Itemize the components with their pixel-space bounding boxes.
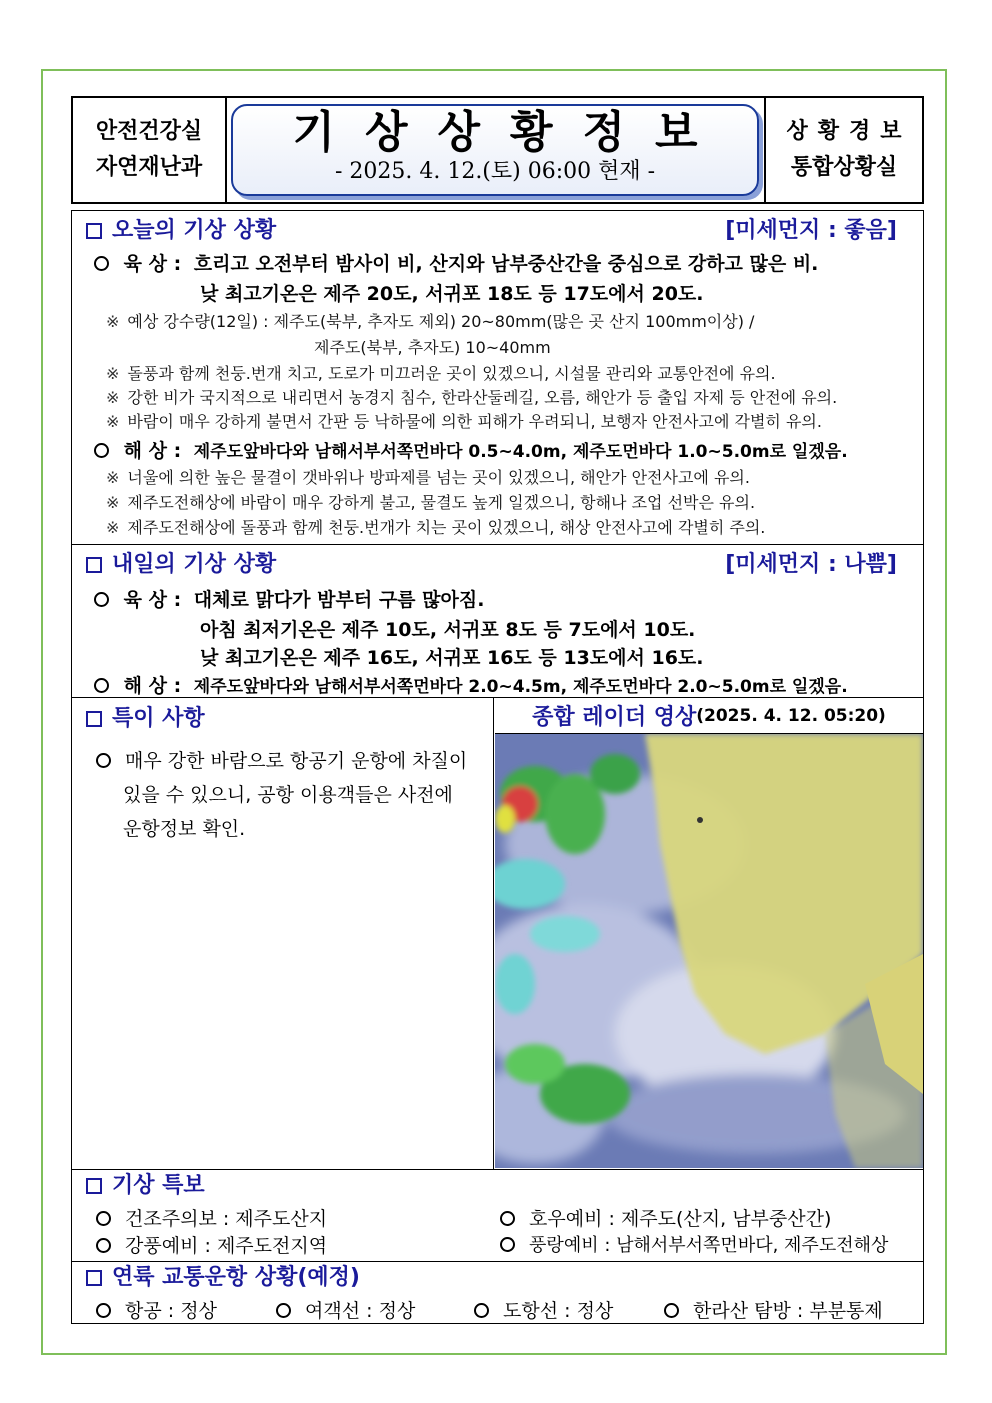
- traffic-3: [474, 1296, 613, 1323]
- issuer-left: [73, 98, 227, 202]
- location-marker-icon: [697, 817, 703, 823]
- circle-bullet-icon: [664, 1303, 679, 1318]
- today-note-rain: [106, 309, 754, 332]
- traffic-title-text: 연륙 교통운항 상황(예정): [112, 1265, 360, 1290]
- traffic-2-text: 여객선 : 정상: [305, 1300, 416, 1322]
- warnings-title: [86, 1170, 205, 1202]
- traffic-3-text: 도항선 : 정상: [503, 1300, 614, 1322]
- today-land-label: 육 상 :: [123, 253, 182, 275]
- tomorrow-land-line1: 대체로 맑다가 밤부터 구름 많아짐.: [193, 589, 485, 611]
- checkbox-icon: [86, 1270, 102, 1286]
- issuer-right: [764, 98, 922, 202]
- title-box: [231, 104, 759, 196]
- asterism-icon: ※: [106, 312, 120, 331]
- today-sea-note2: [106, 490, 755, 513]
- traffic-1-text: 항공 : 정상: [125, 1300, 217, 1322]
- traffic-section: [72, 1262, 923, 1323]
- today-title-text: 오늘의 기상 상황: [112, 218, 277, 243]
- circle-bullet-icon: [94, 256, 109, 271]
- today-sea-note3: [106, 515, 765, 538]
- asterism-icon: ※: [106, 364, 120, 383]
- warning-3: [96, 1231, 327, 1258]
- circle-bullet-icon: [96, 1238, 111, 1253]
- radar-header: [495, 698, 923, 734]
- today-sea-row: [94, 436, 848, 463]
- issuer-left-line1: 안전건강실: [95, 119, 203, 144]
- special-line1-row: [96, 746, 467, 773]
- warning-3-text: 강풍예비 : 제주도전지역: [125, 1235, 328, 1257]
- warning-2: [500, 1204, 831, 1231]
- today-land-row: [94, 249, 818, 276]
- today-note4: [106, 409, 822, 432]
- tomorrow-land-line3: 낮 최고기온은 제주 16도, 서귀포 16도 등 13도에서 16도.: [200, 647, 704, 669]
- checkbox-icon: [86, 1178, 102, 1194]
- today-section: [72, 211, 923, 545]
- today-dust: [미세먼지 : 좋음]: [725, 218, 897, 243]
- circle-bullet-icon: [94, 592, 109, 607]
- circle-bullet-icon: [96, 1211, 111, 1226]
- asterism-icon: ※: [106, 388, 120, 407]
- circle-bullet-icon: [500, 1237, 515, 1252]
- special-title: [86, 703, 205, 735]
- checkbox-icon: [86, 223, 102, 239]
- today-note2-text: 돌풍과 함께 천둥.번개 치고, 도로가 미끄러운 곳이 있겠으니, 시설물 관리와 교통안전에 유의.: [127, 364, 776, 383]
- warning-1-text: 건조주의보 : 제주도산지: [125, 1208, 328, 1230]
- warning-4-text: 풍랑예비 : 남해서부서쪽먼바다, 제주도전해상: [529, 1235, 889, 1256]
- special-line3: 운항정보 확인.: [123, 818, 246, 840]
- today-title: [86, 215, 911, 247]
- warnings-title-text: 기상 특보: [112, 1173, 205, 1198]
- page-title: 기상상황정보: [292, 107, 728, 158]
- today-note-rain2: 제주도(북부, 추자도) 10~40mm: [314, 338, 551, 357]
- today-note-rain1: 예상 강수량(12일) : 제주도(북부, 추자도 제외) 20~80mm(많은 곳 산지 100mm이상) /: [127, 312, 755, 331]
- special-title-text: 특이 사항: [112, 706, 205, 731]
- warnings-section: [72, 1170, 923, 1262]
- asterism-icon: ※: [106, 412, 120, 431]
- tomorrow-section: [72, 545, 923, 698]
- issuer-right-line2: 통합상황실: [790, 155, 898, 180]
- radar-image: [495, 734, 923, 1168]
- tomorrow-land-line2: 아침 최저기온은 제주 10도, 서귀포 8도 등 7도에서 10도.: [200, 619, 696, 641]
- today-sea-note1: [106, 465, 750, 488]
- today-sea-line: 제주도앞바다와 남해서부서쪽먼바다 0.5~4.0m, 제주도먼바다 1.0~5.0m로 일겠음.: [193, 442, 848, 462]
- tomorrow-sea-label: 해 상 :: [123, 675, 182, 697]
- radar-title: 종합 레이더 영상: [532, 705, 697, 730]
- today-sea-note3-text: 제주도전해상에 돌풍과 함께 천둥.번개가 치는 곳이 있겠으니, 해상 안전사고에 각별히 주의.: [127, 518, 766, 537]
- today-sea-note2-text: 제주도전해상에 바람이 매우 강하게 불고, 물결도 높게 일겠으니, 항해나 조업 선박은 유의.: [127, 493, 756, 512]
- warning-2-text: 호우예비 : 제주도(산지, 남부중산간): [529, 1208, 832, 1230]
- tomorrow-sea-row: [94, 671, 848, 698]
- warning-1: [96, 1204, 327, 1231]
- radar-timestamp: (2025. 4. 12. 05:20): [696, 705, 886, 726]
- traffic-4-text: 한라산 탐방 : 부분통제: [693, 1300, 883, 1322]
- tomorrow-land-label: 육 상 :: [123, 589, 182, 611]
- report-date: - 2025. 4. 12.(토) 06:00 현재 -: [334, 159, 656, 184]
- asterism-icon: ※: [106, 493, 120, 512]
- report-body: [71, 210, 924, 1324]
- tomorrow-title-text: 내일의 기상 상황: [112, 552, 277, 577]
- radar-map: [495, 734, 923, 1168]
- traffic-title: [86, 1262, 360, 1294]
- traffic-4: [664, 1296, 883, 1323]
- circle-bullet-icon: [474, 1303, 489, 1318]
- circle-bullet-icon: [94, 678, 109, 693]
- today-note4-text: 바람이 매우 강하게 불면서 간판 등 낙하물에 의한 피해가 우려되니, 보행자 안전사고에 각별히 유의.: [127, 412, 822, 431]
- special-line2: 있을 수 있으니, 공항 이용객들은 사전에: [123, 784, 453, 806]
- today-sea-label: 해 상 :: [123, 440, 182, 462]
- checkbox-icon: [86, 557, 102, 573]
- tomorrow-dust: [미세먼지 : 나쁨]: [725, 552, 897, 577]
- circle-bullet-icon: [276, 1303, 291, 1318]
- issuer-left-line2: 자연재난과: [95, 155, 203, 180]
- special-column: [72, 698, 494, 1169]
- today-note3: [106, 385, 837, 408]
- traffic-1: [96, 1296, 217, 1323]
- circle-bullet-icon: [96, 1303, 111, 1318]
- today-note3-text: 강한 비가 국지적으로 내리면서 농경지 침수, 한라산둘레길, 오름, 해안가 등 출입 자제 등 안전에 유의.: [127, 388, 838, 407]
- circle-bullet-icon: [94, 443, 109, 458]
- asterism-icon: ※: [106, 518, 120, 537]
- circle-bullet-icon: [500, 1211, 515, 1226]
- issuer-right-line1: 상황경보: [786, 119, 912, 144]
- traffic-2: [276, 1296, 415, 1323]
- checkbox-icon: [86, 711, 102, 727]
- tomorrow-sea-line: 제주도앞바다와 남해서부서쪽먼바다 2.0~4.5m, 제주도먼바다 2.0~5.0m로 일겠음.: [193, 677, 848, 697]
- today-land-line2: 낮 최고기온은 제주 20도, 서귀포 18도 등 17도에서 20도.: [200, 283, 704, 305]
- today-land-line1: 흐리고 오전부터 밤사이 비, 산지와 남부중산간을 중심으로 강하고 많은 비.: [193, 253, 819, 275]
- special-line1: 매우 강한 바람으로 항공기 운항에 차질이: [125, 750, 468, 772]
- circle-bullet-icon: [96, 753, 111, 768]
- today-sea-note1-text: 너울에 의한 높은 물결이 갯바위나 방파제를 넘는 곳이 있겠으니, 해안가 안전사고에 유의.: [127, 468, 750, 487]
- tomorrow-title: [86, 549, 911, 581]
- tomorrow-land-row: [94, 585, 484, 612]
- warning-4: [500, 1231, 888, 1257]
- report-header: [71, 96, 924, 204]
- today-note2: [106, 361, 776, 384]
- asterism-icon: ※: [106, 468, 120, 487]
- special-radar-section: [72, 698, 923, 1170]
